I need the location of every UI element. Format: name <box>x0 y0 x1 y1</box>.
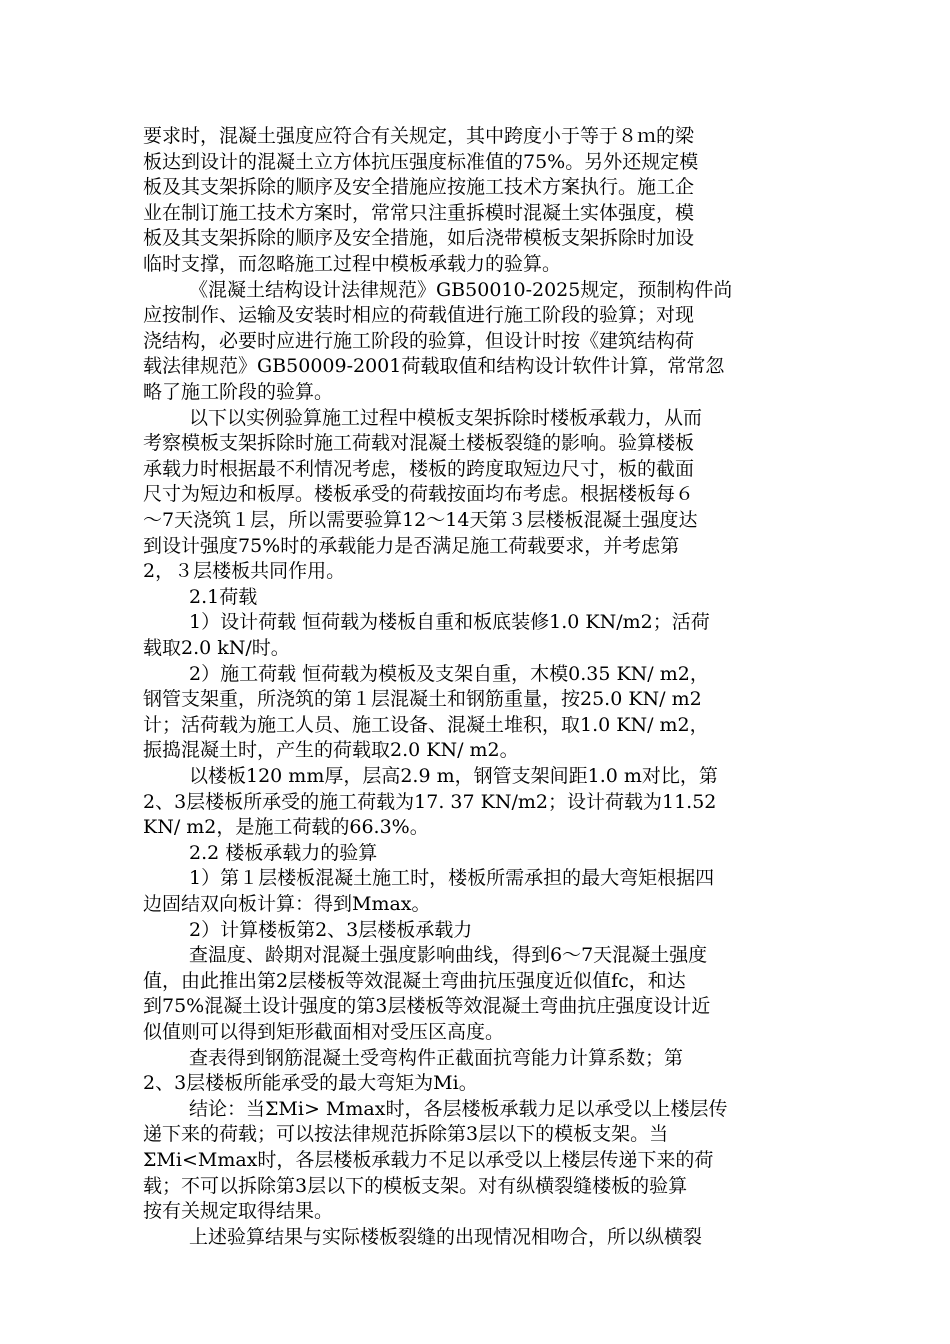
text-line: 2）施工荷载 恒荷载为模板及支架自重，木模0.35 KN/ m2， <box>189 662 709 685</box>
text-line: 结论：当ΣMi> Mmax时，各层楼板承载力足以承受以上楼层传 <box>189 1097 728 1120</box>
text-line: 钢管支架重，所浇筑的第１层混凝土和钢筋重量，按25.0 KN/ m2 <box>143 688 702 711</box>
text-line: 值，由此推出第2层楼板等效混凝土弯曲抗压强度近似值fc，和达 <box>143 969 686 992</box>
text-line: 应按制作、运输及安装时相应的荷载值进行施工阶段的验算；对现 <box>143 304 695 327</box>
text-line: 查温度、龄期对混凝土强度影响曲线，得到6～7天混凝土强度 <box>189 944 708 967</box>
text-line: 板及其支架拆除的顺序及安全措施，如后浇带模板支架拆除时加设 <box>143 227 695 250</box>
text-line: 考察模板支架拆除时施工荷载对混凝土楼板裂缝的影响。验算楼板 <box>143 432 695 455</box>
text-line: 业在制订施工技术方案时，常常只注重拆模时混凝土实体强度，模 <box>143 201 695 224</box>
text-line: 临时支撑，而忽略施工过程中模板承载力的验算。 <box>143 253 562 275</box>
text-line: 到75%混凝土设计强度的第3层楼板等效混凝土弯曲抗庄强度设计近 <box>143 995 711 1018</box>
text-line: 《混凝土结构设计法律规范》GB50010-2025规定，预制构件尚 <box>189 278 733 301</box>
text-line: 载；不可以拆除第3层以下的模板支架。对有纵横裂缝楼板的验算 <box>143 1174 688 1197</box>
text-line: 1）第１层楼板混凝土施工时，楼板所需承担的最大弯矩根据四 <box>189 867 715 890</box>
text-line: 似值则可以得到矩形截面相对受压区高度。 <box>143 1021 505 1043</box>
text-line: 尺寸为短边和板厚。楼板承受的荷载按面均布考虑。根据楼板每６ <box>143 483 695 506</box>
text-line: 载取2.0 kN/时。 <box>143 637 290 659</box>
text-line: 查表得到钢筋混凝土受弯构件正截面抗弯能力计算系数；第 <box>189 1046 684 1069</box>
text-line: 1）设计荷载 恒荷载为楼板自重和板底装修1.0 KN/m2；活荷 <box>189 611 710 634</box>
section-heading: 2.1荷载 <box>189 585 258 608</box>
text-line: 上述验算结果与实际楼板裂缝的出现情况相吻合，所以纵横裂 <box>189 1225 703 1248</box>
text-line: 2、3层楼板所承受的施工荷载为17. 37 KN/m2；设计荷载为11.52 <box>143 790 717 813</box>
text-line: 2）计算楼板第2、3层楼板承载力 <box>189 918 473 941</box>
text-line: 要求时，混凝土强度应符合有关规定，其中跨度小于等于８ｍ的梁 <box>143 125 695 147</box>
text-line: 以下以实例验算施工过程中模板支架拆除时楼板承载力，从而 <box>189 406 703 429</box>
text-line: 承载力时根据最不利情况考虑，楼板的跨度取短边尺寸，板的截面 <box>143 457 695 480</box>
text-line: 略了施工阶段的验算。 <box>143 381 334 403</box>
text-line: 板及其支架拆除的顺序及安全措施应按施工技术方案执行。施工企 <box>143 176 695 199</box>
text-line: 2，３层楼板共同作用。 <box>143 560 346 583</box>
text-line: 按有关规定取得结果。 <box>143 1200 334 1223</box>
text-line: 到设计强度75%时的承载能力是否满足施工荷载要求，并考虑第 <box>143 534 680 557</box>
text-line: 计；活荷载为施工人员、施工设备、混凝土堆积，取1.0 KN/ m2， <box>143 713 709 736</box>
text-line: 浇结构，必要时应进行施工阶段的验算，但设计时按《建筑结构荷 <box>143 329 695 352</box>
text-line: ～7天浇筑１层，所以需要验算12～14天第３层楼板混凝土强度达 <box>143 509 698 531</box>
text-line: 边固结双向板计算：得到Mmax。 <box>143 893 431 915</box>
section-heading: 2.2 楼板承载力的验算 <box>189 841 378 864</box>
text-line: KN/ m2，是施工荷载的66.3%。 <box>143 816 429 839</box>
text-line: ΣMi<Mmax时，各层楼板承载力不足以承受以上楼层传递下来的荷 <box>143 1149 714 1171</box>
text-line: 振捣混凝土时，产生的荷载取2.0 KN/ m2。 <box>143 739 519 762</box>
text-line: 2、3层楼板所能承受的最大弯矩为Mi。 <box>143 1072 478 1095</box>
text-line: 以楼板120 mm厚，层高2.9 m，钢管支架间距1.0 m对比，第 <box>189 765 718 787</box>
text-line: 载法律规范》GB50009-2001荷载取值和结构设计软件计算，常常忽 <box>143 355 725 378</box>
text-line: 递下来的荷载；可以按法律规范拆除第3层以下的模板支架。当 <box>143 1123 669 1146</box>
text-line: 板达到设计的混凝土立方体抗压强度标准值的75%。另外还规定模 <box>143 150 699 173</box>
